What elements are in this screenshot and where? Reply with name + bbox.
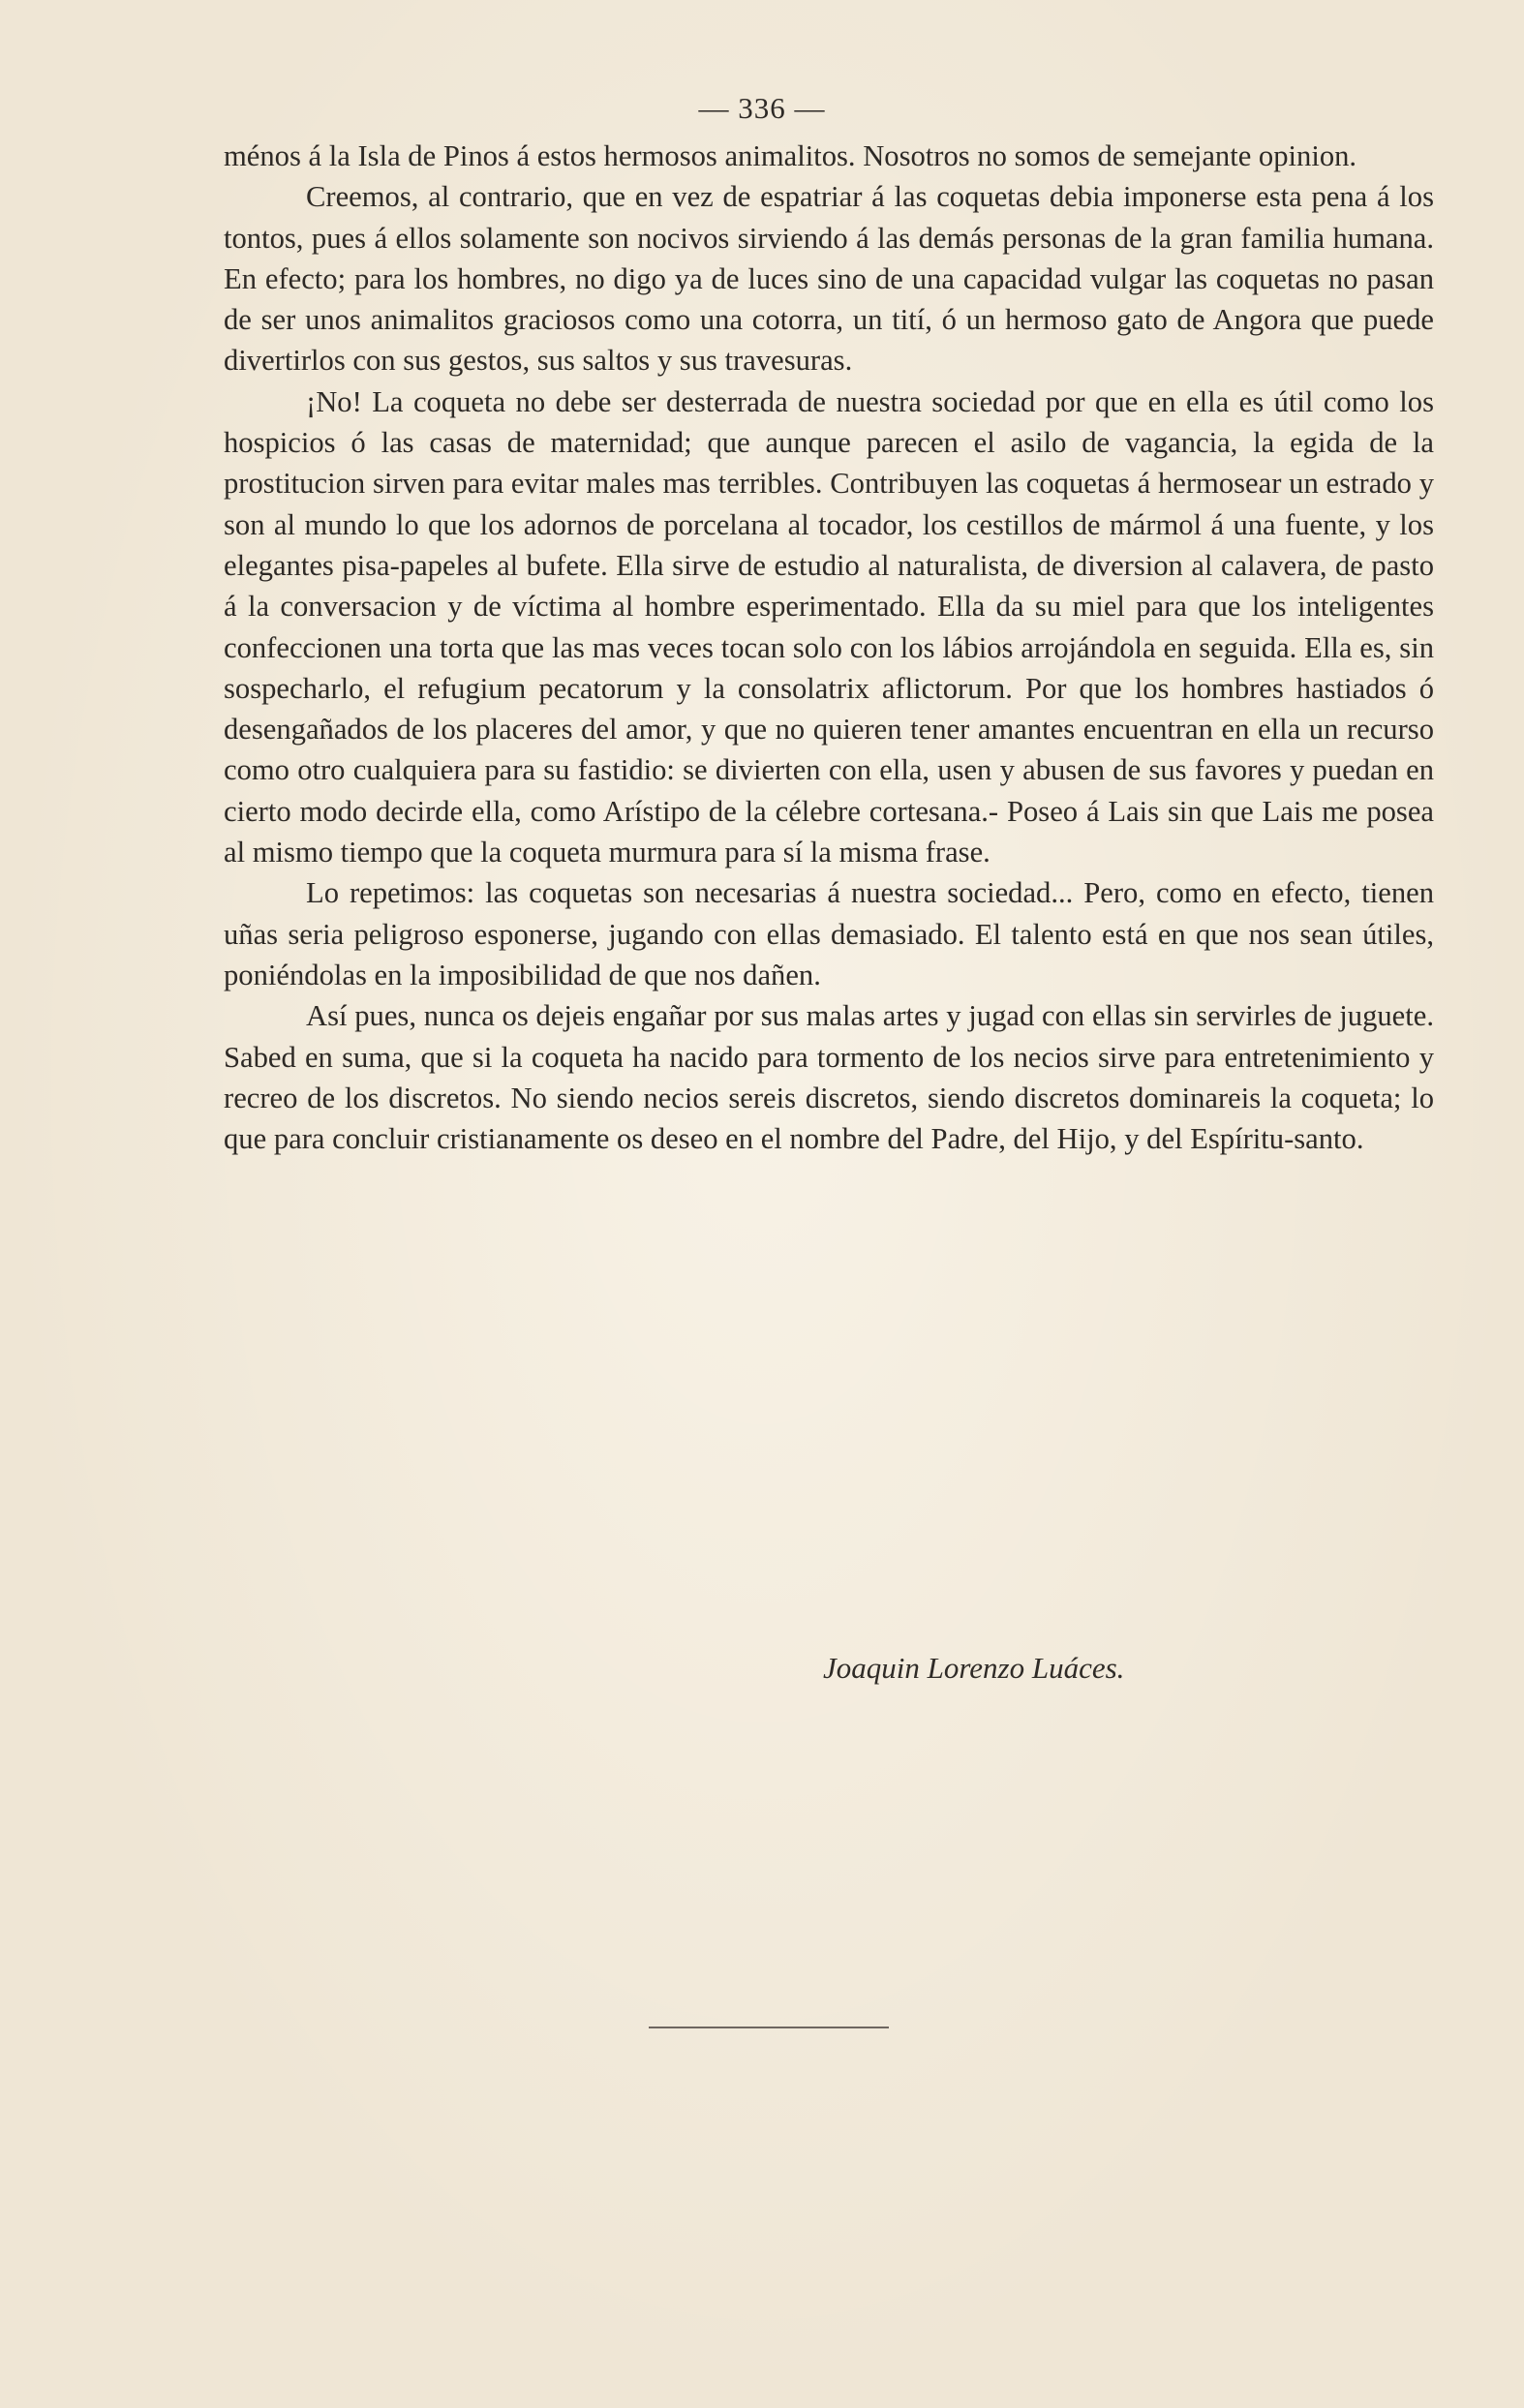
closing-rule bbox=[649, 2027, 889, 2028]
paragraph-4: Lo repetimos: las coquetas son necesarias á nuestra sociedad... Pero, como en efecto, tienen uñas seria peligroso esponerse, jugando con ellas demasiado. El talento está en que nos sean útiles, poniéndolas en la imposibilidad de que nos dañen. bbox=[224, 876, 1434, 991]
paragraph-3: ¡No! La coqueta no debe ser desterrada de nuestra sociedad por que en ella es útil como los hospicios ó las casas de maternidad; que aunque parecen el asilo de vagancia, la egida de la prostitucion sirven para evitar males mas terribles. Contribuyen las coquetas á hermosear un estrado y son al mundo lo que los adornos de porcelana al tocador, los cestillos de mármol á una fuente, y los elegantes pisa-papeles al bufete. Ella sirve de estudio al naturalista, de diversion al calavera, de pasto á la conversacion y de víctima al hombre esperimentado. Ella da su miel para que los inteligentes confeccionen una torta que las mas veces tocan solo con los lábios arrojándola en seguida. Ella es, sin sospecharlo, el refugium pecatorum y la consolatrix aflictorum. Por que los hombres hastiados ó desengañados de los placeres del amor, y que no quieren tener amantes encuentran en ella un recurso como otro cualquiera para su fastidio: se divierten con ella, usen y abusen de sus favores y puedan en cierto modo decirde ella, como Arístipo de la célebre cortesana.- Poseo á Lais sin que Lais me posea al mismo tiempo que la coqueta murmura para sí la misma frase. bbox=[224, 384, 1434, 869]
body-text bbox=[224, 136, 1434, 1159]
paragraph-5: Así pues, nunca os dejeis engañar por sus malas artes y jugad con ellas sin servirles de juguete. Sabed en suma, que si la coqueta ha nacido para tormento de los necios sirve para entretenimiento y recreo de los discretos. No siendo necios sereis discretos, siendo discretos dominareis la coqueta; lo que para concluir cristianamente os deseo en el nombre del Padre, del Hijo, y del Espíritu-santo. bbox=[224, 999, 1434, 1156]
author-signature: Joaquin Lorenzo Luáces. bbox=[823, 1651, 1125, 1685]
page-number: — 336 — bbox=[698, 91, 826, 125]
paragraph-2: Creemos, al contrario, que en vez de espatriar á las coquetas debia imponerse esta pena á los tontos, pues á ellos solamente son nocivos sirviendo á las demás personas de la gran familia humana. En efecto; para los hombres, no digo ya de luces sino de una capacidad vulgar las coquetas no pasan de ser unos animalitos graciosos como una cotorra, un tití, ó un hermoso gato de Angora que puede divertirlos con sus gestos, sus saltos y sus travesuras. bbox=[224, 180, 1434, 378]
paragraph-1: ménos á la Isla de Pinos á estos hermosos animalitos. Nosotros no somos de semejante opinion. bbox=[224, 139, 1357, 172]
